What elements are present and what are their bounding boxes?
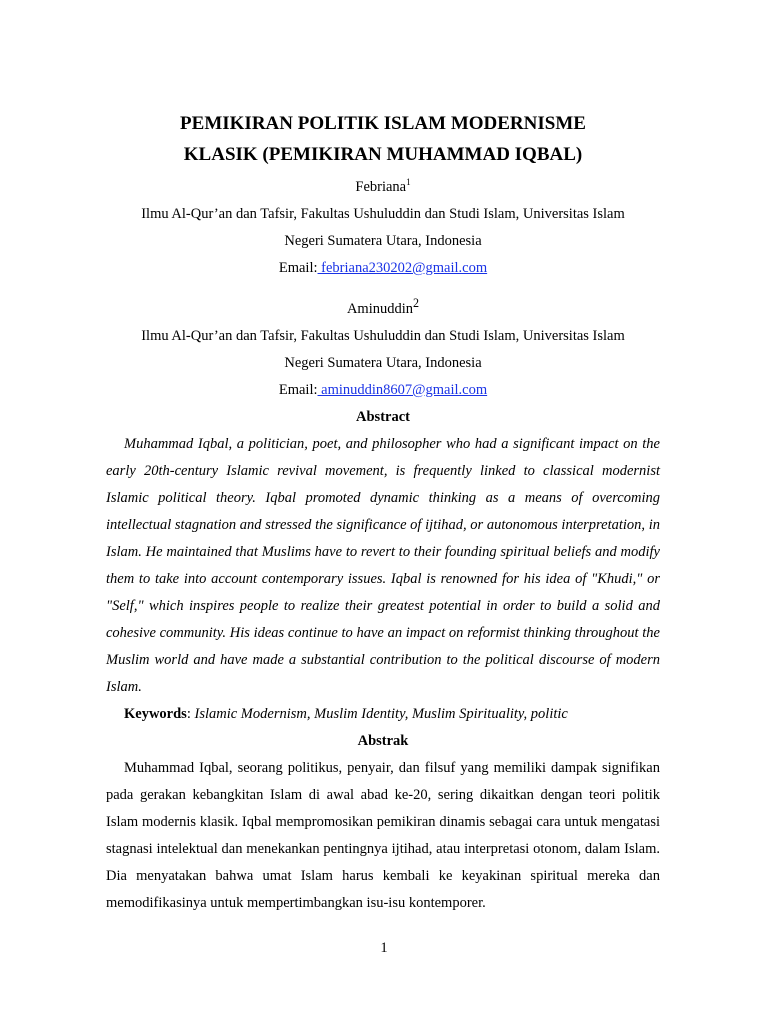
paper-title-line-1: PEMIKIRAN POLITIK ISLAM MODERNISME [180,113,586,134]
author-1-superscript: 1 [406,177,411,188]
keywords-separator: : [186,705,195,722]
abstract-text: Muhammad Iqbal, a politician, poet, and philosopher who had a significant impact on the early 20th-century Islamic revival movement, is frequently linked to classical modernist Islamic political theory. Iqbal promoted dynamic thinking as a means of overcoming intellectual stagnation and stressed the significance of ijtihad, or autonomous interpretation, in Islam. He maintained that Muslims have to revert to their founding spiritual beliefs and modify them to take into account contemporary issues. Iqbal is renowned for his idea of "Khudi," or "Self," which inspires people to realize their greatest potential in order to build a solid and cohesive community. His ideas continue to have an impact on reformist thinking throughout the Muslim world and have made a substantial contribution to the political discourse of modern Islam. [106,435,660,695]
paper-title-line-2: KLASIK (PEMIKIRAN MUHAMMAD IQBAL) [183,144,583,165]
paper-title [106,108,660,170]
keywords-values: Islamic Modernism, Muslim Identity, Muslim Spirituality, politic [194,705,568,722]
paper-page [106,108,660,917]
abstrak-text: Muhammad Iqbal, seorang politikus, penyair, dan filsuf yang memiliki dampak signifikan pada gerakan kebangkitan Islam di awal abad ke-20, sering dikaitkan dengan teori politik Islam modernis klasik. Iqbal mempromosikan pemikiran dinamis sebagai cara untuk mengatasi stagnasi intelektual dan menekankan pentingnya ijtihad, atau interpretasi otonom, dalam Islam. Dia menyatakan bahwa umat Islam harus kembali ke keyakinan spiritual mereka dan memodifikasinya untuk mempertimbangkan isu-isu kontemporer. [106,759,660,911]
keywords-line [106,701,660,728]
author-2-name [106,290,660,323]
author-2-name-text: Aminuddin [346,300,413,317]
author-2-email-link[interactable]: aminuddin8607@gmail.com [317,381,488,398]
keywords-label: Keywords [124,705,187,722]
abstrak-heading: Abstrak [357,732,409,749]
author-2-superscript: 2 [413,296,420,310]
author-1-email-line [106,255,660,282]
page-number: 1 [380,940,388,956]
author-2-email-label: Email: [278,381,318,398]
author-1-affiliation-line-2: Negeri Sumatera Utara, Indonesia [284,233,482,249]
author-1-affiliation-line-1: Ilmu Al-Qur’an dan Tafsir, Fakultas Ushuluddin dan Studi Islam, Universitas Islam [141,206,625,222]
abstract-heading: Abstract [356,408,410,425]
author-spacer [106,282,660,290]
author-2-email-line [106,377,660,404]
author-2-affiliation-line-1: Ilmu Al-Qur’an dan Tafsir, Fakultas Ushuluddin dan Studi Islam, Universitas Islam [141,327,625,344]
author-2-affiliation-line-2: Negeri Sumatera Utara, Indonesia [284,354,482,371]
author-1-email-label: Email: [278,260,318,276]
author-1-name [106,174,660,201]
author-1-email-link[interactable]: febriana230202@gmail.com [317,260,488,276]
author-1-name-text: Febriana [355,179,407,195]
